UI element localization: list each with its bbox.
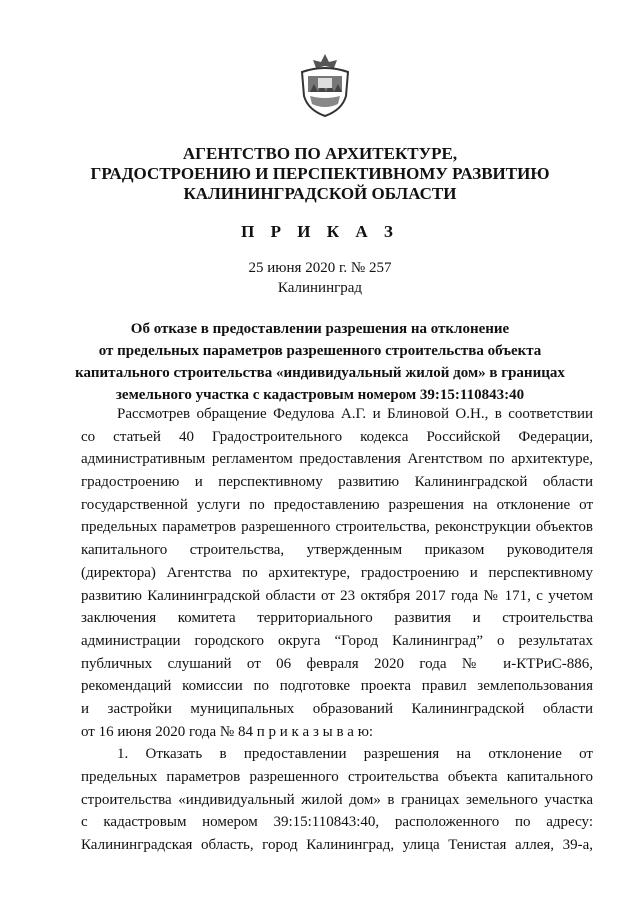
body-line: градостроению и перспективному развитию Калининградской области — [81, 474, 593, 491]
body-line: с кадастровым номером 39:15:110843:40, расположенного по адресу: — [81, 814, 593, 831]
order-subject — [0, 318, 640, 406]
body-line: развитию Калининградской области от 23 октября 2017 года № 171, с учетом — [81, 587, 593, 604]
subject-line: Об отказе в предоставлении разрешения на отклонение — [130, 321, 510, 337]
agency-header — [0, 144, 640, 204]
body-line: капитального строительства, утвержденным приказом руководителя — [81, 542, 593, 559]
order-body — [81, 403, 593, 857]
header-line: АГЕНТСТВО ПО АРХИТЕКТУРЕ, — [182, 144, 458, 163]
body-line: 1. Отказать в предоставлении разрешения на отклонение от — [117, 746, 593, 763]
body-line: со статьей 40 Градостроительного кодекса Российской Федерации, — [81, 428, 593, 445]
body-line: предельных параметров разрешенного строительства объекта капитального — [81, 769, 593, 785]
body-line: от 16 июня 2020 года № 84 п р и к а з ы в а ю: — [81, 723, 374, 740]
order-city: Калининград — [277, 280, 363, 296]
subject-line: от предельных параметров разрешенного строительства объекта — [98, 343, 542, 359]
body-line: публичных слушаний от 06 февраля 2020 года № и-КТРиС-886, — [81, 655, 593, 672]
body-line: государственной услуги по предоставлению разрешения на отклонение от — [81, 496, 593, 513]
body-line: строительства «индивидуальный жилой дом» в границах земельного участка — [81, 791, 593, 808]
order-date-number: 25 июня 2020 г. № 257 — [248, 260, 392, 276]
body-line: (директора) Агентства по архитектуре, градостроению и перспективному — [81, 564, 593, 581]
body-line: администрации городского округа “Город Калининград” о результатах — [81, 632, 593, 649]
body-line: предельных параметров разрешенного строительства, реконструкции объектов — [81, 519, 593, 536]
subject-line: земельного участка с кадастровым номером 39:15:110843:40 — [115, 387, 525, 403]
body-line: Калининградская область, город Калининград, улица Тенистая аллея, 39-а, — [81, 837, 593, 854]
subject-line: капитального строительства «индивидуальный жилой дом» в границах — [75, 365, 565, 381]
body-line: Рассмотрев обращение Федулова А.Г. и Блиновой О.Н., в соответствии — [117, 406, 593, 422]
body-line: заключения комитета территориального развития и строительства — [81, 610, 593, 627]
header-line: ГРАДОСТРОЕНИЮ И ПЕРСПЕКТИВНОМУ РАЗВИТИЮ — [90, 164, 550, 183]
body-line: рекомендаций комиссии по подготовке проекта правил землепользования — [81, 678, 593, 695]
body-line: и застройки муниципальных образований Калининградской области — [81, 700, 593, 717]
order-meta — [0, 258, 640, 298]
header-line: КАЛИНИНГРАДСКОЙ ОБЛАСТИ — [183, 184, 457, 203]
coat-of-arms-icon — [296, 52, 354, 118]
body-line: административным регламентом предоставления Агентством по архитектуре, — [81, 451, 593, 468]
order-title: П Р И К А З — [241, 222, 399, 241]
